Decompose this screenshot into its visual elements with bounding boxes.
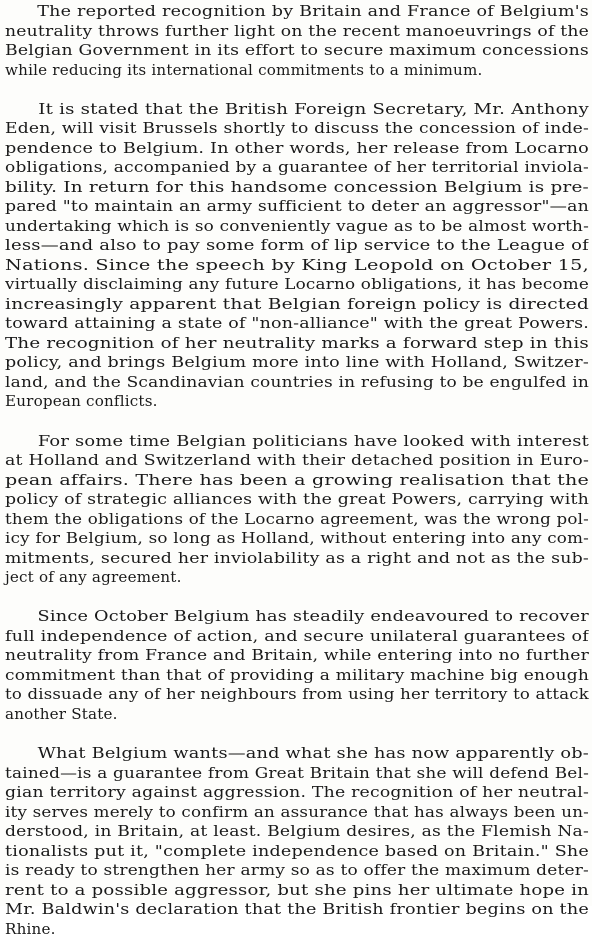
text-line: icy for Belgium, so long as Holland, without entering into any com- <box>5 529 590 548</box>
text-line: Rhine. <box>5 919 56 938</box>
text-line: European conflicts. <box>5 392 158 411</box>
text-line: policy of strategic alliances with the great Powers, carrying with <box>5 490 590 509</box>
text-line: neutrality throws further light on the recent manoeuvrings of the <box>5 21 590 40</box>
text-line: increasingly apparent that Belgian foreign policy is directed <box>5 294 589 313</box>
paragraph-3 <box>5 432 592 588</box>
text-line: pean affairs. There has been a growing realisation that the <box>5 470 590 489</box>
text-line: What Belgium wants—and what she has now apparently ob- <box>37 744 589 763</box>
text-line: It is stated that the British Foreign Secretary, Mr. Anthony <box>38 99 590 118</box>
text-line: policy, and brings Belgium more into line with Holland, Switzer- <box>5 353 589 372</box>
text-line: commitment than that of providing a military machine big enough <box>5 665 589 684</box>
text-line: less—and also to pay some form of lip service to the League of <box>5 236 589 255</box>
text-line: Mr. Baldwin's declaration that the British frontier begins on the <box>5 900 589 919</box>
text-line: undertaking which is so conveniently vague as to be almost worth- <box>5 216 590 235</box>
text-line: bility. In return for this handsome concession Belgium is pre- <box>5 177 589 196</box>
text-line: at Holland and Switzerland with their detached position in Euro- <box>5 451 590 470</box>
paragraph-5 <box>5 744 592 939</box>
text-line: to dissuade any of her neighbours from using her territory to attack <box>5 685 589 704</box>
text-line: Eden, will visit Brussels shortly to discuss the concession of inde- <box>5 119 589 138</box>
text-line: gian territory against aggression. The recognition of her neutral- <box>5 783 590 802</box>
text-line: The reported recognition by Britain and France of Belgium's <box>37 2 590 20</box>
text-line: virtually disclaiming any future Locarno obligations, it has become <box>5 275 589 294</box>
text-line: For some time Belgian politicians have looked with interest <box>37 431 589 450</box>
text-line: another State. <box>5 704 118 723</box>
text-line: full independence of action, and secure unilateral guarantees of <box>5 626 590 645</box>
text-line: them the obligations of the Locarno agreement, was the wrong pol- <box>5 509 589 528</box>
text-line: mitments, secured her inviolability as a right and not as the sub- <box>5 548 590 567</box>
text-line: The recognition of her neutrality marks a forward step in this <box>5 333 589 352</box>
text-line: tionalists put it, "complete independence based on Britain." She <box>5 841 590 860</box>
text-line: ity serves merely to confirm an assurance that has always been un- <box>5 802 590 821</box>
text-line: while reducing its international commitments to a minimum. <box>5 60 483 79</box>
paragraph-4 <box>5 607 592 724</box>
text-line: rent to a possible aggressor, but she pins her ultimate hope in <box>5 880 589 899</box>
text-line: ject of any agreement. <box>5 568 182 587</box>
text-line: Nations. Since the speech by King Leopold on October 15, <box>5 255 590 274</box>
text-line: toward attaining a state of "non-alliance" with the great Powers. <box>5 314 590 333</box>
text-line: Belgian Government in its effort to secure maximum concessions <box>5 41 590 59</box>
paragraph-2 <box>5 100 592 412</box>
text-line: is ready to strengthen her army so as to offer the maximum deter- <box>5 861 589 880</box>
text-line: land, and the Scandinavian countries in refusing to be engulfed in <box>5 372 590 391</box>
text-line: neutrality from France and Britain, while entering into no further <box>5 646 589 665</box>
paragraph-1 <box>5 2 592 80</box>
text-line: derstood, in Britain, at least. Belgium desires, as the Flemish Na- <box>5 822 589 841</box>
text-line: pendence to Belgium. In other words, her release from Locarno <box>5 138 589 157</box>
text-line: Since October Belgium has steadily endeavoured to recover <box>37 607 590 626</box>
text-line: obligations, accompanied by a guarantee of her territorial inviola- <box>5 158 590 177</box>
text-line: pared "to maintain an army sufficient to deter an aggressor"—an <box>5 197 590 216</box>
text-line: tained—is a guarantee from Great Britain that she will defend Bel- <box>5 763 590 782</box>
